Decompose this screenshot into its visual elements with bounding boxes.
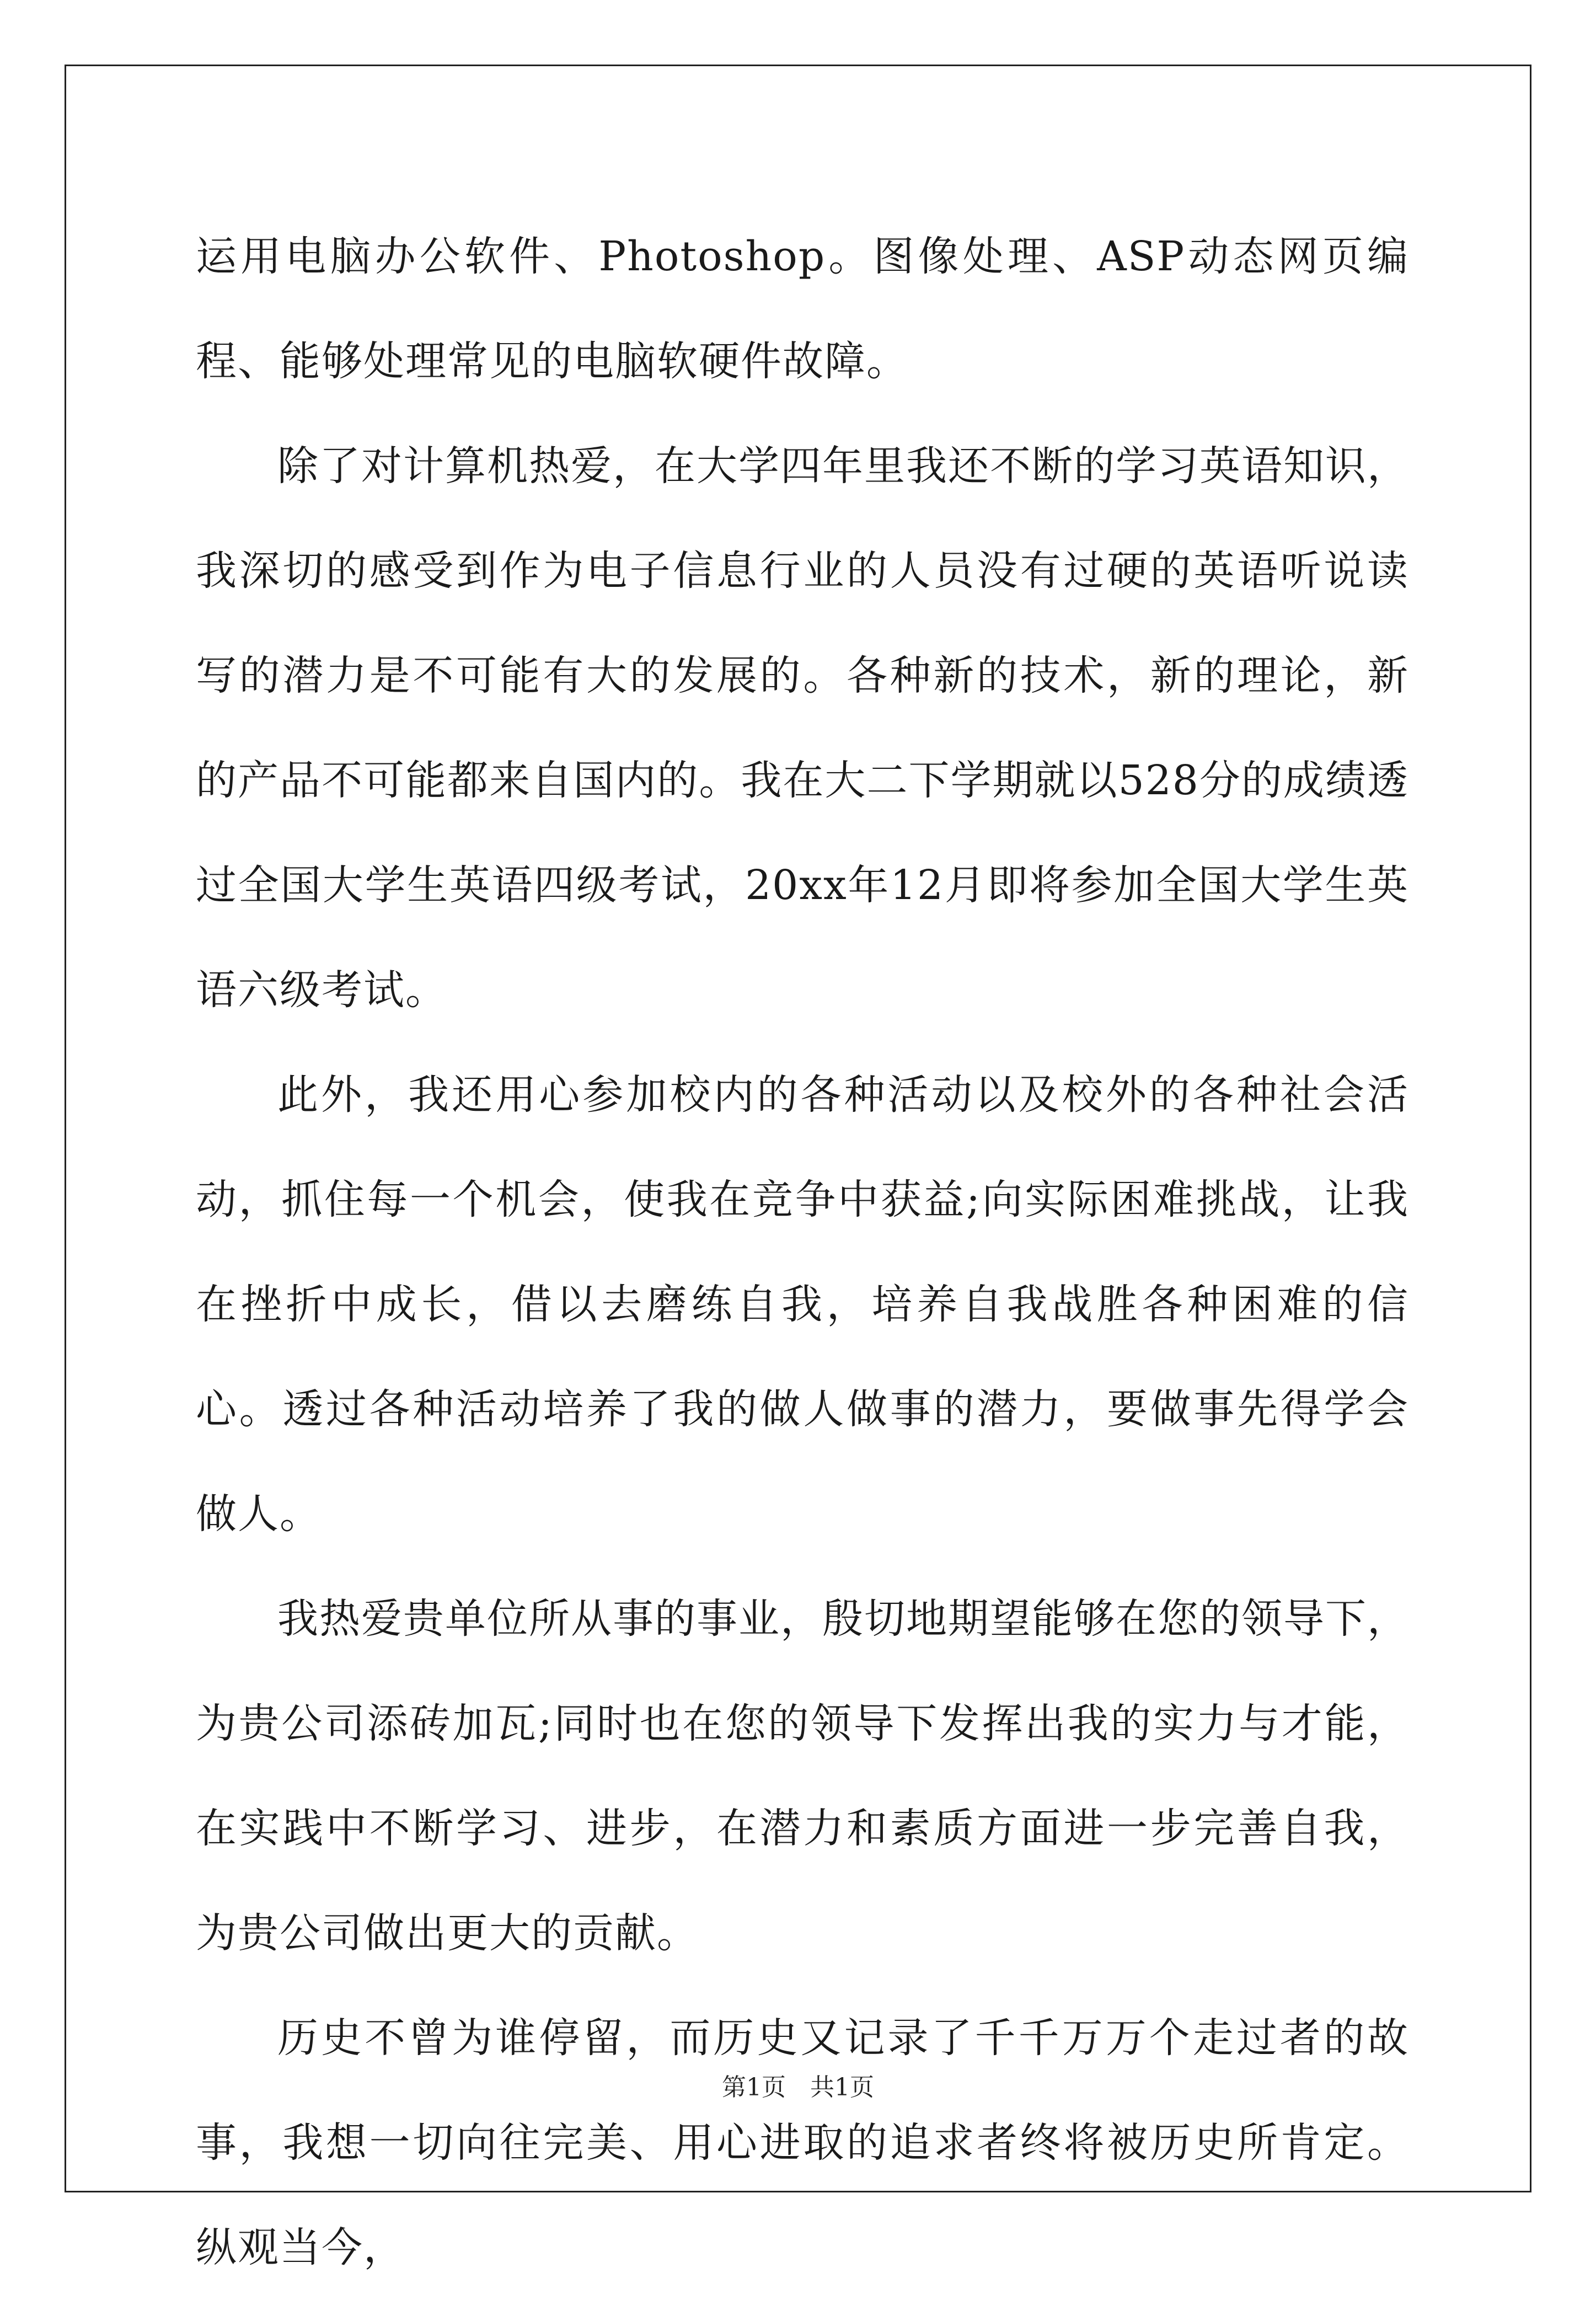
paragraph-1: 运用电脑办公软件、Photoshop。图像处理、ASP动态网页编程、能够处理常见的电脑软硬件故障。 bbox=[196, 233, 1409, 385]
paragraph-3: 此外，我还用心参加校内的各种活动以及校外的各种社会活动，抓住每一个机会，使我在竞争中获益;向实际困难挑战，让我在挫折中成长，借以去磨练自我，培养自我战胜各种困难的信心。透过各种活动培养了我的做人做事的潜力，要做事先得学会做人。 bbox=[196, 1071, 1409, 1538]
page-number: 第1页 bbox=[722, 2073, 786, 2101]
paragraph-2: 除了对计算机热爱，在大学四年里我还不断的学习英语知识，我深切的感受到作为电子信息行业的人员没有过硬的英语听说读写的潜力是不可能有大的发展的。各种新的技术，新的理论，新的产品不可能都来自国内的。我在大二下学期就以528分的成绩透过全国大学生英语四级考试，20xx年12月即将参加全国大学生英语六级考试。 bbox=[196, 442, 1409, 1014]
page-total: 共1页 bbox=[810, 2073, 874, 2101]
paragraph-4: 我热爱贵单位所从事的事业，殷切地期望能够在您的领导下，为贵公司添砖加瓦;同时也在您的领导下发挥出我的实力与才能，在实践中不断学习、进步，在潜力和素质方面进一步完善自我，为贵公司做出更大的贡献。 bbox=[196, 1595, 1409, 1957]
page-footer bbox=[0, 2067, 1596, 2103]
paragraph-5: 历史不曾为谁停留，而历史又记录了千千万万个走过者的故事，我想一切向往完美、用心进取的追求者终将被历史所肯定。纵观当今， bbox=[196, 2014, 1409, 2271]
document-body bbox=[196, 204, 1409, 2300]
